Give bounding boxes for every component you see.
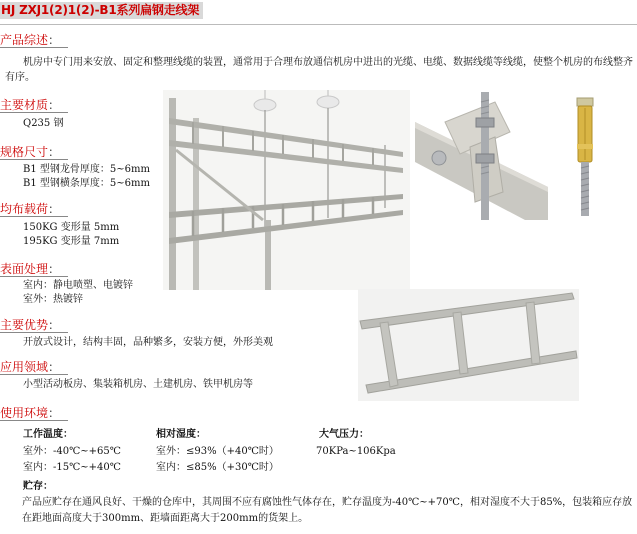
env-temp-line: 室内：-15℃~+40℃ — [23, 462, 121, 473]
storage-text: 产品应贮存在通风良好、干燥的仓库中，其周围不应有腐蚀性气体存在，贮存温度为-40℃~+70℃，相对湿度不大于85%，包装箱应存放在距地面高度大于300mm、距墙面距离大于200mm的货架上。 — [22, 497, 633, 524]
title-divider — [0, 24, 637, 25]
surface-line: 室外：热镀锌 — [23, 294, 83, 305]
anchor-bolt-illustration — [567, 96, 603, 218]
page-title: HJ ZXJ1(2)1(2)-B1系列扁钢走线架 — [0, 2, 203, 19]
section-heading-surface: 表面处理： — [0, 262, 68, 277]
ladder-tray-illustration — [358, 289, 579, 401]
env-temp-line: 室外：-40℃~+65℃ — [23, 446, 121, 457]
storage-label: 贮存： — [23, 481, 53, 492]
spec-line: B1 型钢横条厚度：5~6mm — [23, 178, 150, 189]
env-humidity-line: 室内：≤85%（+30℃时） — [156, 462, 279, 473]
env-pressure-line: 70KPa~106Kpa — [316, 446, 396, 457]
load-line: 195KG 变形量 7mm — [23, 236, 120, 247]
cable-tray-frame-photo — [163, 90, 410, 290]
spec-line: B1 型钢龙骨厚度：5~6mm — [23, 164, 150, 175]
ladder-tray-photo — [358, 289, 579, 401]
material-line: Q235 钢 — [23, 118, 64, 129]
surface-line: 室内：静电喷塑、电镀锌 — [23, 280, 133, 291]
anchor-bolt-photo — [567, 96, 603, 218]
section-heading-spec: 规格尺寸： — [0, 145, 68, 160]
env-humidity-line: 室外：≤93%（+40℃时） — [156, 446, 279, 457]
overview-text: 机房中专门用来安放、固定和整理线缆的装置，通常用于合理布放通信机房中进出的光缆、电缆、数据线缆等线缆，使整个机房的布线整齐有序。 — [5, 57, 633, 83]
section-heading-material: 主要材质： — [0, 98, 68, 113]
cable-tray-frame-illustration — [163, 90, 410, 290]
bracket-detail-illustration — [415, 92, 548, 220]
env-pressure-label: 大气压力： — [319, 429, 369, 440]
env-humidity-label: 相对湿度： — [156, 429, 206, 440]
section-heading-overview: 产品综述： — [0, 33, 68, 48]
section-heading-environment: 使用环境： — [0, 406, 68, 421]
section-heading-load: 均布载荷： — [0, 202, 68, 217]
section-heading-advantage: 主要优势： — [0, 318, 68, 333]
application-line: 小型活动板房、集装箱机房、土建机房、铁甲机房等 — [23, 379, 253, 390]
load-line: 150KG 变形量 5mm — [23, 222, 120, 233]
bracket-detail-photo — [415, 92, 548, 220]
env-temp-label: 工作温度： — [23, 429, 73, 440]
section-heading-application: 应用领域： — [0, 360, 68, 375]
advantage-line: 开放式设计，结构丰固，品种繁多，安装方便，外形美观 — [23, 337, 273, 348]
